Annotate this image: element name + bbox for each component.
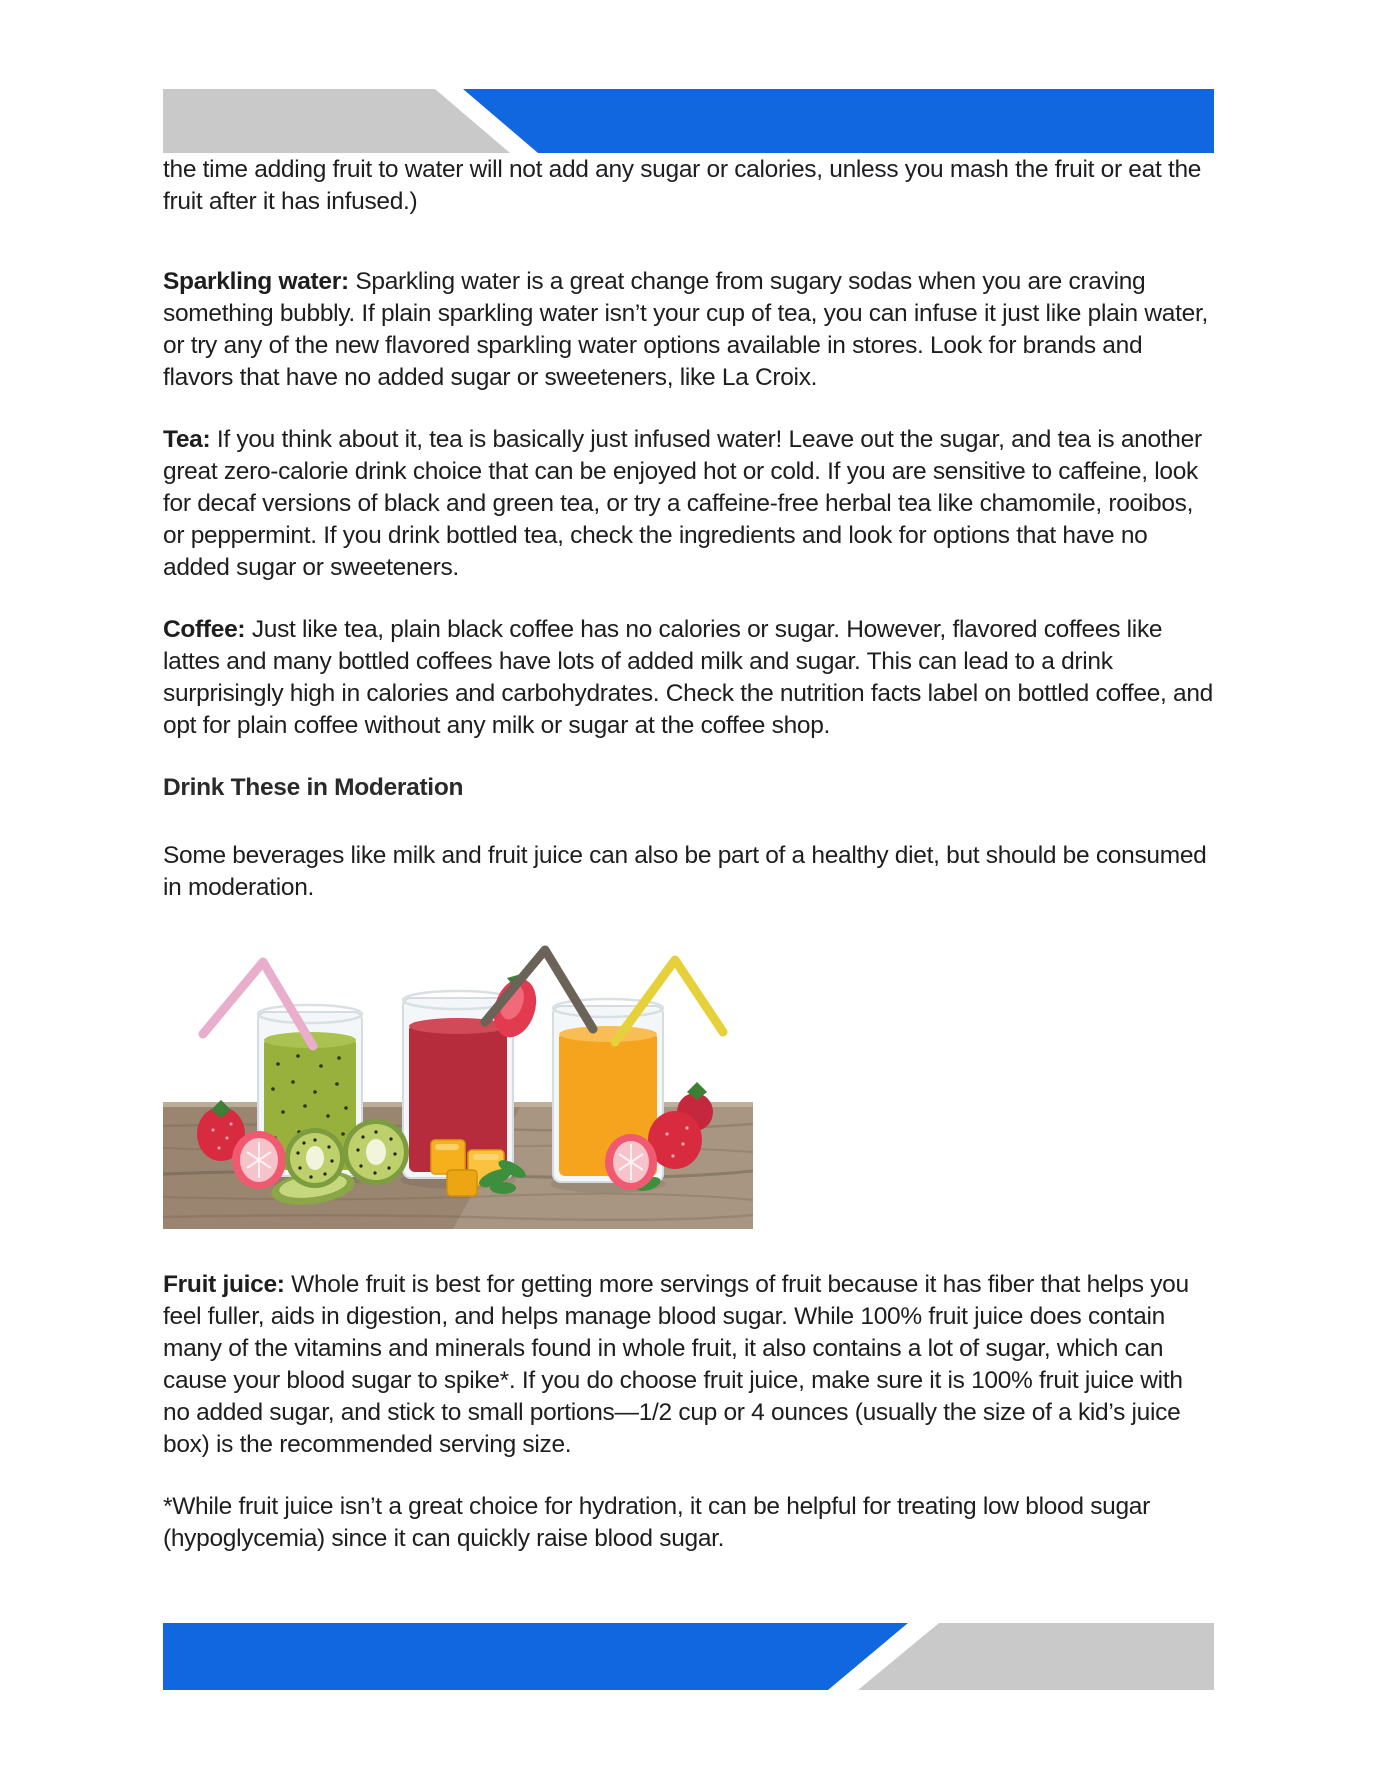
tea-text: If you think about it, tea is basically just infused water! Leave out the sugar, and tea is another great zero-calorie drink choice that can be enjoyed hot or cold. If you are sensitive to caffeine, look for decaf versions of black and green tea, or try a caffeine-free herbal tea like chamomile, rooibos, or peppermint. If you drink bottled tea, check the ingredients and look for options that have no added sugar or sweeteners. [163,426,1202,581]
coffee-lead: Coffee: [163,616,246,643]
header-blue-shape [463,89,1214,153]
coffee-text: Just like tea, plain black coffee has no calories or sugar. However, flavored coffees like lattes and many bottled coffees have lots of added milk and sugar. This can lead to a drink surprisingly high in calories and carbohydrates. Check the nutrition facts label on bottled coffee, and opt for plain coffee without any milk or sugar at the coffee shop. [163,616,1214,739]
fruit-juice-photo [163,934,1214,1229]
moderation-intro-paragraph [163,840,1214,904]
footnote-text: *While fruit juice isn’t a great choice for hydration, it can be helpful for treating low blood sugar (hypoglycemia) since it can quickly raise blood sugar. [163,1493,1150,1552]
intro-text: the time adding fruit to water will not add any sugar or calories, unless you mash the fruit or eat the fruit after it has infused.) [163,156,1202,215]
footer-blue-shape [163,1623,908,1690]
moderation-heading: Drink These in Moderation [163,774,464,801]
header-banner [163,89,1214,158]
footer-gray-shape [858,1623,1214,1690]
coffee-paragraph [163,614,1214,742]
intro-paragraph [163,154,1214,218]
footer-banner [163,1623,1214,1695]
header-gray-shape [163,89,510,153]
footnote-paragraph [163,1491,1214,1555]
sparkling-water-lead: Sparkling water: [163,268,349,295]
sparkling-water-text: Sparkling water is a great change from sugary sodas when you are craving something bubbly. If plain sparkling water isn’t your cup of tea, you can infuse it just like plain water, or try any of the new flavored sparkling water options available in stores. Look for brands and flavors that have no added sugar or sweeteners, like La Croix. [163,268,1208,391]
sparkling-water-paragraph [163,266,1214,394]
tea-paragraph [163,424,1214,584]
moderation-intro-text: Some beverages like milk and fruit juice can also be part of a healthy diet, but should be consumed in moderation. [163,842,1207,901]
fruit-juice-lead: Fruit juice: [163,1271,285,1298]
document-body [163,154,1214,1585]
fruit-juice-paragraph [163,1269,1214,1461]
tea-lead: Tea: [163,426,211,453]
fruit-juice-text: Whole fruit is best for getting more servings of fruit because it has fiber that helps you feel fuller, aids in digestion, and helps manage blood sugar. While 100% fruit juice does contain many of the vitamins and minerals found in whole fruit, it also contains a lot of sugar, which can cause your blood sugar to spike*. If you do choose fruit juice, make sure it is 100% fruit juice with no added sugar, and stick to small portions—1/2 cup or 4 ounces (usually the size of a kid’s juice box) is the recommended serving size. [163,1271,1189,1458]
